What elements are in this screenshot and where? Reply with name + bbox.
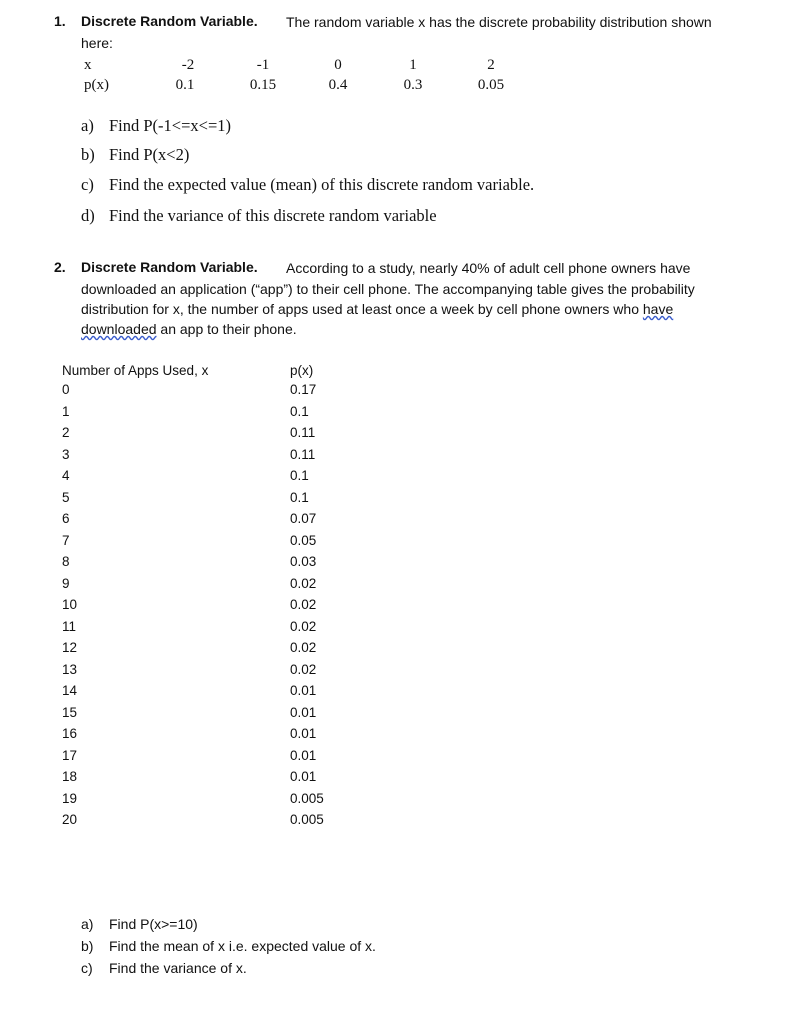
problem-2-number: 2. (54, 259, 66, 275)
table-cell-px: 0.17 (290, 382, 317, 397)
table-cell-px: 0.01 (290, 748, 317, 763)
problem-2-text-line4 (81, 319, 297, 340)
table-cell-px: 0.02 (290, 576, 317, 591)
question-text: Find the variance of x. (109, 960, 247, 976)
p-value: 0.4 (328, 77, 348, 93)
question-label: b) (81, 938, 94, 954)
question-label: a) (81, 916, 94, 932)
question-text: Find the expected value (mean) of this discrete random variable. (109, 175, 535, 194)
x-value: 0 (334, 57, 342, 73)
problem-2-text-line3-a: distribution for x, the number of apps used at least once a week by cell phone owners who (81, 301, 643, 317)
question-label: d) (81, 206, 95, 225)
spellcheck-word-downloaded: downloaded (81, 321, 157, 337)
col-header-px: p(x) (290, 363, 314, 378)
question-text: Find P(x<2) (109, 145, 190, 164)
question-text: Find the mean of x i.e. expected value of x. (109, 938, 376, 954)
problem-1-title: Discrete Random Variable. (81, 13, 258, 29)
table-cell-x: 1 (62, 404, 70, 419)
table-cell-x: 0 (62, 382, 70, 397)
table-cell-x: 10 (62, 597, 78, 612)
spellcheck-word-have: have (642, 301, 674, 317)
question-label: c) (81, 960, 93, 976)
table-cell-x: 5 (62, 490, 70, 505)
table-cell-x: 8 (62, 554, 70, 569)
table-cell-px: 0.005 (290, 812, 324, 827)
table-cell-x: 6 (62, 511, 70, 526)
table-cell-px: 0.1 (290, 490, 309, 505)
col-header-apps: Number of Apps Used, x (62, 363, 209, 378)
table-cell-x: 19 (62, 791, 78, 806)
x-value: 2 (487, 57, 495, 73)
table-cell-x: 20 (62, 812, 78, 827)
table-cell-px: 0.02 (290, 597, 317, 612)
x-value: -2 (181, 57, 195, 73)
question-text: Find the variance of this discrete random variable (109, 206, 437, 225)
x-value: -1 (256, 57, 270, 73)
table-cell-px: 0.02 (290, 640, 317, 655)
table-cell-px: 0.01 (290, 705, 317, 720)
px-row-label: p(x) (84, 77, 109, 93)
table-cell-px: 0.11 (290, 447, 316, 462)
x-value: 1 (409, 57, 417, 73)
table-cell-x: 7 (62, 533, 70, 548)
problem-2-text-line4-b: an app to their phone. (156, 321, 297, 337)
table-cell-px: 0.01 (290, 683, 317, 698)
p-value: 0.15 (249, 77, 277, 93)
problem-2-title: Discrete Random Variable. (81, 259, 258, 275)
problem-2-text-line3 (81, 299, 673, 320)
question-label: a) (81, 116, 94, 135)
table-cell-x: 18 (62, 769, 78, 784)
question-text: Find P(x>=10) (109, 916, 198, 932)
table-cell-px: 0.11 (290, 425, 316, 440)
table-cell-px: 0.02 (290, 619, 317, 634)
table-cell-px: 0.005 (290, 791, 324, 806)
p-value: 0.1 (175, 77, 195, 93)
table-cell-px: 0.02 (290, 662, 317, 677)
table-cell-px: 0.05 (290, 533, 317, 548)
problem-1-number: 1. (54, 13, 66, 29)
problem-2-text-line2: downloaded an application (“app”) to their cell phone. The accompanying table gives the probability (81, 281, 695, 297)
table-cell-px: 0.01 (290, 726, 317, 741)
table-cell-x: 4 (62, 468, 70, 483)
question-label: c) (81, 175, 94, 194)
table-cell-x: 16 (62, 726, 78, 741)
table-cell-x: 14 (62, 683, 78, 698)
p-value: 0.3 (403, 77, 423, 93)
problem-1-text-line1: The random variable x has the discrete probability distribution shown (286, 14, 712, 30)
table-cell-px: 0.07 (290, 511, 317, 526)
table-cell-x: 9 (62, 576, 70, 591)
table-cell-px: 0.03 (290, 554, 317, 569)
table-cell-px: 0.1 (290, 404, 309, 419)
table-cell-x: 17 (62, 748, 78, 763)
question-label: b) (81, 145, 95, 164)
table-cell-x: 11 (62, 619, 77, 634)
table-cell-x: 13 (62, 662, 78, 677)
table-cell-x: 15 (62, 705, 78, 720)
table-cell-x: 3 (62, 447, 70, 462)
table-cell-px: 0.1 (290, 468, 309, 483)
x-row-label: x (84, 57, 92, 73)
table-cell-px: 0.01 (290, 769, 317, 784)
problem-2-text-line1: According to a study, nearly 40% of adult cell phone owners have (286, 260, 691, 276)
problem-1-text-line2: here: (81, 35, 113, 51)
table-cell-x: 12 (62, 640, 78, 655)
p-value: 0.05 (477, 77, 505, 93)
question-text: Find P(-1<=x<=1) (109, 116, 232, 135)
table-cell-x: 2 (62, 425, 70, 440)
